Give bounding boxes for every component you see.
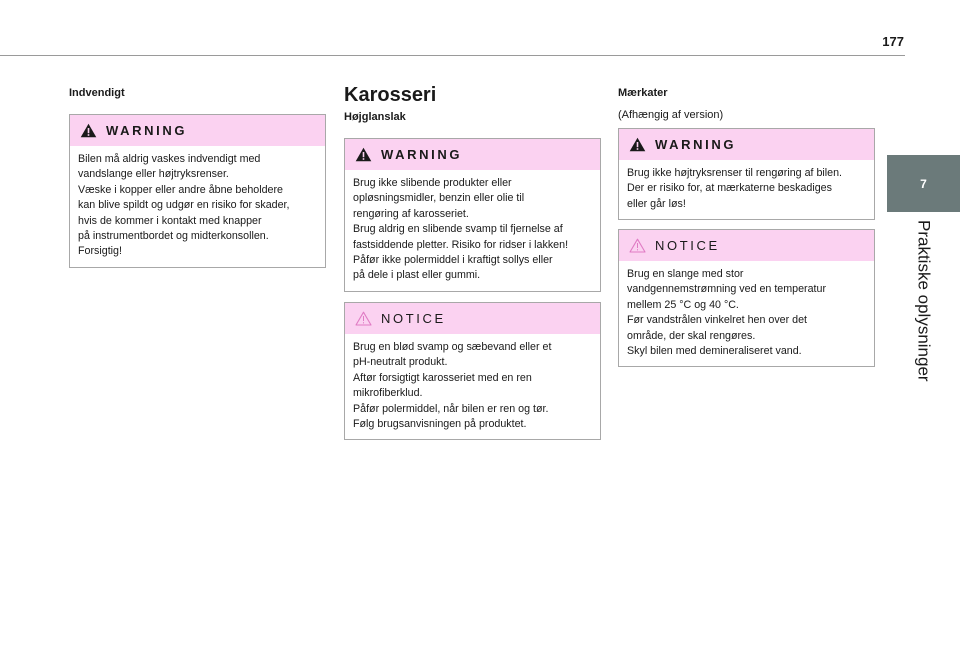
text-line: fastsiddende pletter. Risiko for ridser i lakken! xyxy=(353,238,569,251)
text-line: Der er risiko for, at mærkaterne beskadiges xyxy=(627,182,832,195)
text-line: Aftør forsigtigt karosseriet med en ren xyxy=(353,371,532,384)
notice-label: NOTICE xyxy=(655,238,720,253)
text-line: Brug aldrig en slibende svamp til fjernelse af xyxy=(353,223,563,236)
text-line: Brug ikke højtryksrenser til rengøring af bilen. xyxy=(627,167,843,179)
text-line: på dele i plast eller gummi. xyxy=(353,269,481,282)
text-line: opløsningsmidler, benzin eller olie til xyxy=(353,192,525,205)
warning-header xyxy=(619,129,874,160)
warning-header xyxy=(345,139,600,170)
text-line: på instrumentbordet og midterkonsollen. xyxy=(78,230,269,243)
text-line: Følg brugsanvisningen på produktet. xyxy=(353,418,527,431)
warning-triangle-icon xyxy=(80,123,97,138)
chapter-tab[interactable] xyxy=(887,155,960,212)
section-title-bodywork: Karosseri xyxy=(344,84,437,106)
warning-label: WARNING xyxy=(381,147,463,162)
text-line: Før vandstrålen vinkelret hen over det xyxy=(627,314,807,327)
chapter-title-tab xyxy=(887,212,960,462)
version-note: (Afhængig af version) xyxy=(618,109,724,121)
text-line: mikrofiberklud. xyxy=(353,387,423,400)
text-line: område, der skal rengøres. xyxy=(627,329,756,342)
header-divider xyxy=(0,55,905,56)
notice-triangle-icon xyxy=(355,311,372,326)
notice-header xyxy=(619,230,874,261)
text-line: Brug ikke slibende produkter eller xyxy=(353,177,512,189)
warning-box-high-gloss xyxy=(344,138,601,292)
warning-text xyxy=(345,170,600,291)
warning-box-stickers xyxy=(618,128,875,220)
warning-triangle-icon xyxy=(355,147,372,162)
text-line: vandslange eller højtryksrenser. xyxy=(78,168,229,181)
notice-box-high-gloss xyxy=(344,302,601,440)
notice-label: NOTICE xyxy=(381,311,446,326)
chapter-title: Praktiske oplysninger xyxy=(914,220,934,382)
section-heading-stickers: Mærkater xyxy=(618,87,668,99)
warning-text xyxy=(619,160,874,219)
warning-header xyxy=(70,115,325,146)
text-line: kan blive spildt og udgør en risiko for skader, xyxy=(78,199,290,212)
page-number: 177 xyxy=(882,34,904,49)
text-line: Påfør ikke polermiddel i kraftigt sollys eller xyxy=(353,254,553,267)
section-heading-high-gloss: Højglanslak xyxy=(344,111,406,123)
warning-text xyxy=(70,146,325,267)
notice-box-stickers xyxy=(618,229,875,367)
notice-header xyxy=(345,303,600,334)
text-line: Forsigtig! xyxy=(78,245,122,258)
notice-text xyxy=(345,334,600,439)
text-line: Væske i kopper eller andre åbne beholdere xyxy=(78,183,283,196)
text-line: Brug en slange med stor xyxy=(627,268,744,280)
notice-text xyxy=(619,261,874,366)
warning-box-interior xyxy=(69,114,326,268)
text-line: Brug en blød svamp og sæbevand eller et xyxy=(353,341,552,353)
warning-label: WARNING xyxy=(655,137,737,152)
warning-triangle-icon xyxy=(629,137,646,152)
chapter-number: 7 xyxy=(920,176,927,191)
section-heading-interior: Indvendigt xyxy=(69,87,125,99)
text-line: Påfør polermiddel, når bilen er ren og tør. xyxy=(353,402,549,415)
notice-triangle-icon xyxy=(629,238,646,253)
warning-label: WARNING xyxy=(106,123,188,138)
text-line: mellem 25 °C og 40 °C. xyxy=(627,298,739,311)
text-line: pH-neutralt produkt. xyxy=(353,356,448,369)
text-line: rengøring af karosseriet. xyxy=(353,207,469,220)
text-line: vandgennemstrømning ved en temperatur xyxy=(627,283,827,296)
text-line: Skyl bilen med demineraliseret vand. xyxy=(627,345,802,358)
text-line: eller går løs! xyxy=(627,197,686,210)
text-line: Bilen må aldrig vaskes indvendigt med xyxy=(78,153,261,165)
text-line: hvis de kommer i kontakt med knapper xyxy=(78,214,262,227)
